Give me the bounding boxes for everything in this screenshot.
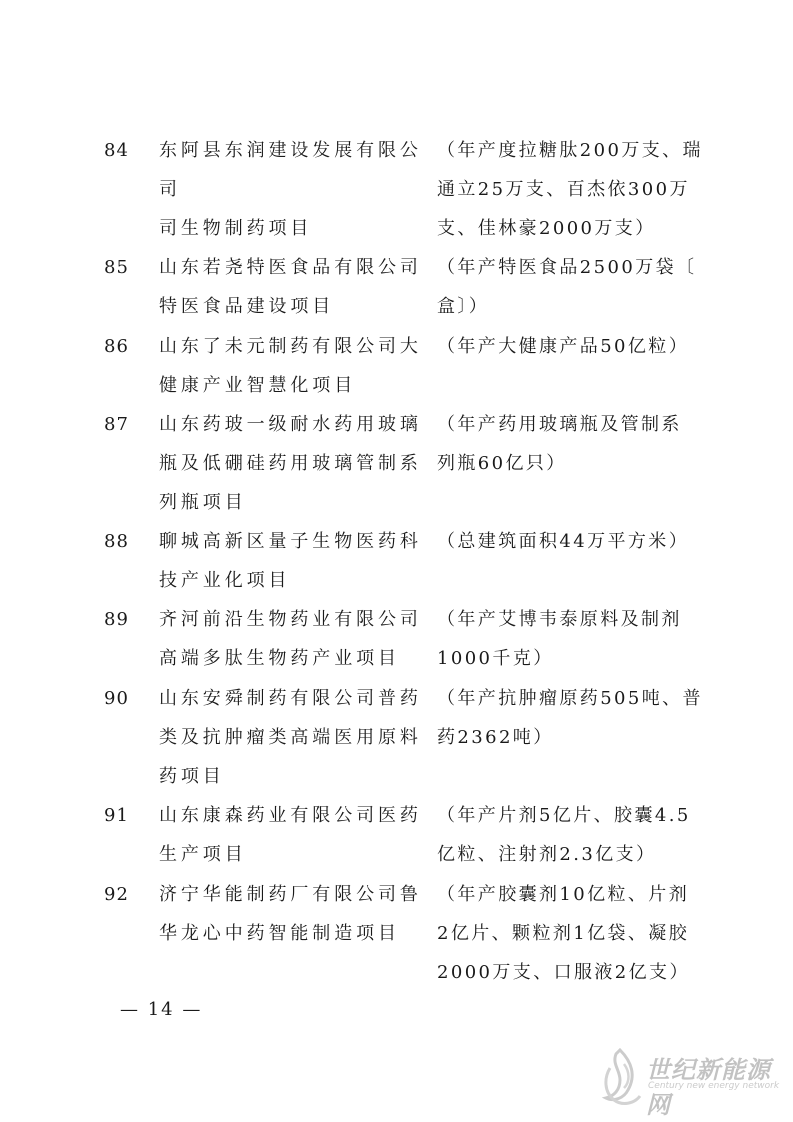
project-name: 山东安舜制药有限公司普药 类及抗肿瘤类高端医用原料 药项目 [159,688,422,787]
item-number: 89 [104,609,129,630]
flame-logo-icon [598,1046,644,1112]
item-number: 88 [104,531,129,552]
page-number: — 14 — [120,999,203,1020]
watermark [598,1046,788,1119]
item-number: 90 [104,688,129,709]
project-capacity: （年产艾博韦泰原料及制剂 1000千克） [437,609,682,669]
item-number: 92 [104,884,129,905]
item-number: 91 [104,805,129,826]
watermark-title: 世纪新能源网 [646,1056,771,1119]
project-capacity: （年产片剂5亿片、胶囊4.5 亿粒、注射剂2.3亿支） [437,805,691,865]
watermark-subtitle: Century new energy network [648,1081,780,1091]
project-capacity: （年产药用玻璃瓶及管制系 列瓶60亿只） [437,414,682,474]
project-name: 齐河前沿生物药业有限公司 高端多肽生物药产业项目 [159,609,422,669]
project-name: 济宁华能制药厂有限公司鲁 华龙心中药智能制造项目 [159,884,422,944]
project-name: 山东若尧特医食品有限公司 特医食品建设项目 [159,257,422,317]
project-name: 山东康森药业有限公司医药 生产项目 [159,805,422,865]
project-name: 山东药玻一级耐水药用玻璃 瓶及低硼硅药用玻璃管制系 列瓶项目 [159,414,422,513]
project-capacity: （年产抗肿瘤原药505吨、普 药2362吨） [437,688,703,748]
item-number: 85 [104,257,129,278]
item-number: 86 [104,336,129,357]
project-capacity: （年产度拉糖肽200万支、瑞 通立25万支、百杰依300万 支、佳林豪2000万支） [437,140,703,239]
item-number: 84 [104,140,129,161]
project-capacity: （年产胶囊剂10亿粒、片剂 2亿片、颗粒剂1亿袋、凝胶 2000万支、口服液2亿支） [437,884,690,983]
project-name: 东阿县东润建设发展有限公司 司生物制药项目 [159,140,422,239]
project-capacity: （年产特医食品2500万袋〔 盒〕） [437,257,697,317]
item-number: 87 [104,414,129,435]
project-name: 山东了未元制药有限公司大 健康产业智慧化项目 [159,336,422,396]
project-capacity: （总建筑面积44万平方米） [437,531,690,552]
project-name: 聊城高新区量子生物医药科 技产业化项目 [159,531,422,591]
project-capacity: （年产大健康产品50亿粒） [437,336,690,357]
